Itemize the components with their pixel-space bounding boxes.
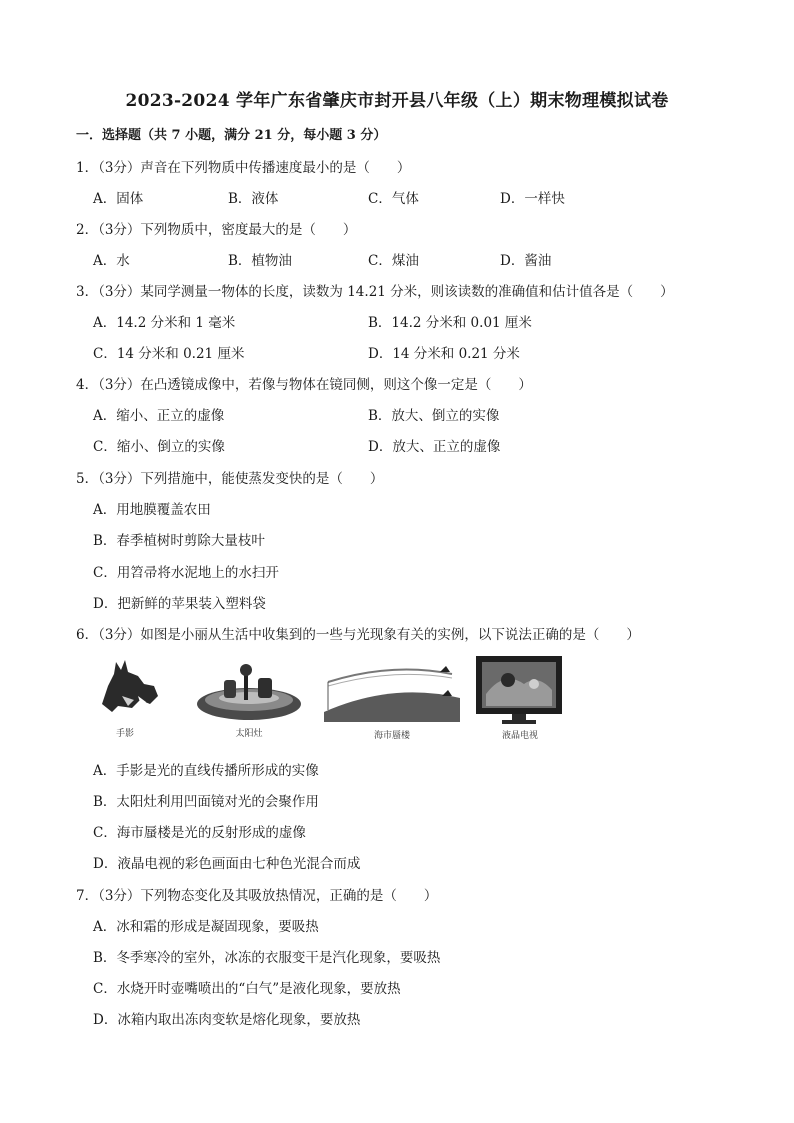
question-1-option-c: C．气体 xyxy=(368,191,419,207)
question-2-option-a: A．水 xyxy=(93,253,130,269)
question-5-option-a: A．用地膜覆盖农田 xyxy=(93,502,211,518)
question-1-option-a: A．固体 xyxy=(93,191,144,207)
question-5-option-d: D．把新鲜的苹果装入塑料袋 xyxy=(93,596,266,612)
page-title: 2023-2024 学年广东省肇庆市封开县八年级（上）期末物理模拟试卷 xyxy=(125,91,669,111)
hand-shadow-image xyxy=(94,656,164,718)
question-4-option-b: B．放大、倒立的实像 xyxy=(368,408,500,424)
question-2-option-c: C．煤油 xyxy=(368,253,419,269)
question-1-option-b: B．液体 xyxy=(228,191,279,207)
question-3-stem: 3．（3分）某同学测量一物体的长度，读数为 14.21 分米，则该读数的准确值和估计值各是（ ） xyxy=(76,284,674,300)
caption-mirage: 海市蜃楼 xyxy=(373,731,410,741)
question-5-stem: 5．（3分）下列措施中，能使蒸发变快的是（ ） xyxy=(76,471,384,487)
question-7-option-a: A．冰和霜的形成是凝固现象，要吸热 xyxy=(93,919,319,935)
question-4-stem: 4．（3分）在凸透镜成像中，若像与物体在镜同侧，则这个像一定是（ ） xyxy=(76,377,532,393)
question-1-option-d: D．一样快 xyxy=(500,191,565,207)
question-2-option-b: B．植物油 xyxy=(228,253,292,269)
question-4-option-a: A．缩小、正立的虚像 xyxy=(93,408,225,424)
question-7-option-c: C．水烧开时壶嘴喷出的“白气”是液化现象，要放热 xyxy=(93,981,401,997)
question-3-option-d: D．14 分米和 0.21 分米 xyxy=(368,346,520,362)
question-3-option-b: B．14.2 分米和 0.01 厘米 xyxy=(368,315,532,331)
question-6-figures xyxy=(94,650,574,750)
question-6-stem: 6．（3分）如图是小丽从生活中收集到的一些与光现象有关的实例，以下说法正确的是（ ） xyxy=(76,627,640,643)
caption-hand-shadow: 手影 xyxy=(115,729,134,739)
solar-cooker-image xyxy=(194,658,304,724)
mirage-image xyxy=(322,660,462,724)
question-4-option-d: D．放大、正立的虚像 xyxy=(368,439,501,455)
lcd-tv-image xyxy=(474,654,564,726)
question-7-option-b: B．冬季寒冷的室外，冰冻的衣服变干是汽化现象，要吸热 xyxy=(93,950,441,966)
question-1-stem: 1．（3分）声音在下列物质中传播速度最小的是（ ） xyxy=(76,160,411,176)
question-2-option-d: D．酱油 xyxy=(500,253,552,269)
section-heading: 一．选择题（共 7 小题，满分 21 分，每小题 3 分） xyxy=(76,128,387,143)
question-7-stem: 7．（3分）下列物态变化及其吸放热情况，正确的是（ ） xyxy=(76,888,438,904)
caption-solar-cooker: 太阳灶 xyxy=(235,729,263,739)
question-6-option-c: C．海市蜃楼是光的反射形成的虚像 xyxy=(93,825,306,841)
question-5-option-b: B．春季植树时剪除大量枝叶 xyxy=(93,533,265,549)
question-4-option-c: C．缩小、倒立的实像 xyxy=(93,439,225,455)
question-3-option-a: A．14.2 分米和 1 毫米 xyxy=(93,315,236,331)
question-5-option-c: C．用笤帚将水泥地上的水扫开 xyxy=(93,565,279,581)
question-6-option-b: B．太阳灶利用凹面镜对光的会聚作用 xyxy=(93,794,319,810)
question-2-stem: 2．（3分）下列物质中，密度最大的是（ ） xyxy=(76,222,357,238)
question-3-option-c: C．14 分米和 0.21 厘米 xyxy=(93,346,245,362)
question-7-option-d: D．冰箱内取出冻肉变软是熔化现象，要放热 xyxy=(93,1012,361,1028)
question-6-option-a: A．手影是光的直线传播所形成的实像 xyxy=(93,763,319,779)
caption-lcd-tv: 液晶电视 xyxy=(501,731,538,741)
question-6-option-d: D．液晶电视的彩色画面由七种色光混合而成 xyxy=(93,856,361,872)
